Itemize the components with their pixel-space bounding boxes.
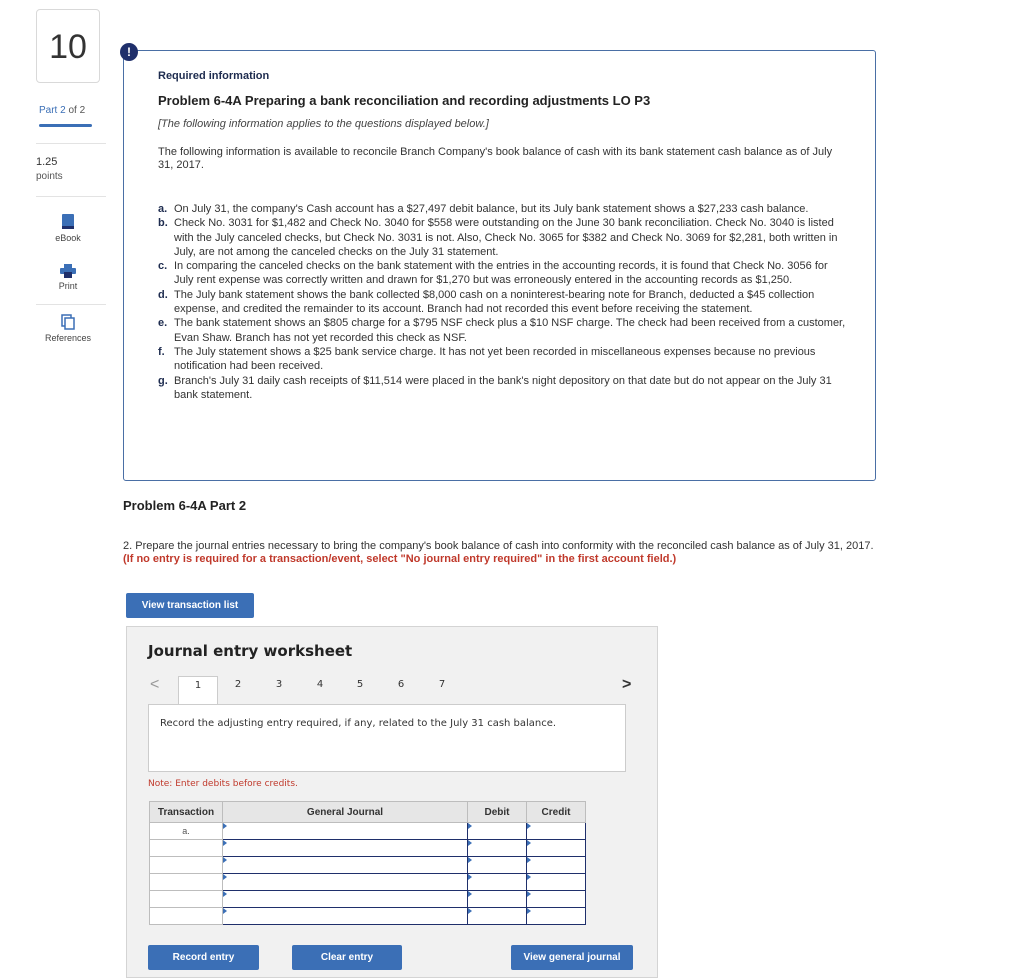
credit-input[interactable]: [527, 874, 586, 891]
item-label: f.: [158, 345, 165, 358]
credit-input[interactable]: [527, 891, 586, 908]
print-button[interactable]: [36, 264, 100, 291]
table-row: [150, 840, 586, 857]
prev-arrow-icon[interactable]: <: [150, 676, 160, 693]
item-label: b.: [158, 217, 168, 230]
print-icon: [60, 264, 76, 278]
next-arrow-icon[interactable]: >: [622, 676, 632, 693]
tab-4[interactable]: 4: [316, 679, 324, 690]
credit-input[interactable]: [527, 857, 586, 874]
list-item: [158, 259, 848, 288]
transaction-cell: [150, 840, 223, 857]
instruction-warning: (If no entry is required for a transaction/event, select "No journal entry required" in the first account field.): [123, 553, 677, 565]
item-label: d.: [158, 288, 168, 301]
debit-input[interactable]: [468, 840, 527, 857]
item-text: The bank statement shows an $805 charge for a $795 NSF check plus a $10 NSF charge. The check had been received from a customer, Evan Shaw. Branch has not yet recorded this check as NSF.: [174, 317, 846, 344]
ebook-button[interactable]: [36, 214, 100, 243]
worksheet-title: Journal entry worksheet: [148, 642, 353, 660]
item-text: Branch's July 31 daily cash receipts of $11,514 were placed in the bank's night depository on that date but do not appear on the July 31 bank statement.: [174, 374, 832, 401]
item-label: g.: [158, 374, 168, 387]
debit-credit-note: Note: Enter debits before credits.: [148, 779, 298, 789]
part-label: Part: [39, 105, 58, 116]
divider: [36, 196, 106, 197]
tab-5[interactable]: 5: [356, 679, 364, 690]
list-item: [158, 216, 848, 259]
divider: [36, 143, 106, 144]
list-item: [158, 345, 848, 374]
problem-title: Problem 6-4A Preparing a bank reconciliation and recording adjustments LO P3: [158, 93, 651, 108]
table-row: [150, 857, 586, 874]
item-text: The July bank statement shows the bank collected $8,000 cash on a noninterest-bearing note for Branch, deducted a $45 collection expense, and credited the remainder to its account. Branch had not recorded this event before receiving the statement.: [174, 288, 815, 316]
view-transaction-list-button[interactable]: View transaction list: [126, 593, 254, 618]
item-label: c.: [158, 260, 168, 273]
item-text: The July statement shows a $25 bank service charge. It has not yet been recorded in miscellaneous expenses because no previous notification had been received.: [174, 345, 816, 373]
item-text: Check No. 3031 for $1,482 and Check No. 3040 for $558 were outstanding on the June 30 bank reconciliation. Check No. 3040 is listed with the July canceled checks, but Check No. 3031 is not. Also, Check No. 3065 for $382 and Check No. 3069 for $2,281, both written in July, are not among the canceled checks on the July 31 statement.: [174, 217, 838, 258]
debit-input[interactable]: [468, 874, 527, 891]
prompt-box: [148, 704, 626, 772]
applies-note: [The following information applies to the questions displayed below.]: [158, 118, 489, 130]
instruction-text: 2. Prepare the journal entries necessary to bring the company's book balance of cash into conformity with the reconciled cash balance as of July 31, 2017.: [123, 540, 874, 552]
column-header-transaction: Transaction: [150, 802, 223, 823]
tab-3[interactable]: 3: [275, 679, 283, 690]
references-button[interactable]: [36, 314, 100, 343]
part2-title: Problem 6-4A Part 2: [123, 498, 247, 513]
transaction-cell: [150, 874, 223, 891]
part-of: of 2: [68, 105, 86, 116]
list-item: [158, 374, 848, 403]
account-input[interactable]: [223, 823, 468, 840]
required-info-title: Required information: [158, 70, 270, 82]
debit-input[interactable]: [468, 891, 527, 908]
table-row: [150, 891, 586, 908]
account-input[interactable]: [223, 891, 468, 908]
info-items-list: [158, 202, 848, 402]
part-current: 2: [60, 105, 66, 116]
table-row: [150, 823, 586, 840]
list-item: [158, 202, 848, 216]
table-row: [150, 874, 586, 891]
account-input[interactable]: [223, 857, 468, 874]
tab-7[interactable]: 7: [438, 679, 446, 690]
record-entry-button[interactable]: Record entry: [148, 945, 259, 970]
credit-input[interactable]: [527, 908, 586, 925]
clear-entry-button[interactable]: Clear entry: [292, 945, 402, 970]
column-header-credit: Credit: [527, 802, 586, 823]
credit-input[interactable]: [527, 840, 586, 857]
transaction-cell: [150, 857, 223, 874]
item-text: On July 31, the company's Cash account has a $27,497 debit balance, but its July bank statement shows a $27,233 cash balance.: [174, 203, 809, 215]
points-label: points: [36, 171, 63, 182]
part2-instruction: [123, 540, 883, 566]
tab-2[interactable]: 2: [234, 679, 242, 690]
item-label: e.: [158, 317, 168, 330]
credit-input[interactable]: [527, 823, 586, 840]
references-icon: [61, 314, 75, 330]
tab-1[interactable]: 1: [178, 676, 218, 706]
view-general-journal-button[interactable]: View general journal: [511, 945, 633, 970]
account-input[interactable]: [223, 840, 468, 857]
part-indicator: [39, 105, 85, 116]
transaction-cell: a.: [150, 823, 223, 840]
column-header-debit: Debit: [468, 802, 527, 823]
divider: [36, 304, 106, 305]
debit-input[interactable]: [468, 823, 527, 840]
list-item: [158, 288, 848, 317]
list-item: [158, 316, 848, 345]
part-progress-bar: [39, 124, 92, 127]
account-input[interactable]: [223, 874, 468, 891]
references-label: References: [44, 333, 92, 343]
item-label: a.: [158, 203, 168, 215]
transaction-cell: [150, 908, 223, 925]
debit-input[interactable]: [468, 908, 527, 925]
print-label: Print: [58, 281, 78, 291]
transaction-cell: [150, 891, 223, 908]
alert-icon: !: [120, 43, 138, 61]
ebook-label: eBook: [55, 233, 81, 243]
journal-table: [149, 801, 586, 925]
table-row: [150, 908, 586, 925]
question-number: 10: [36, 9, 100, 83]
book-icon: [61, 214, 75, 230]
points-value: 1.25: [36, 156, 58, 168]
item-text: In comparing the canceled checks on the bank statement with the entries in the accounting records, it is found that Check No. 3056 for July rent expense was correctly written and drawn for $1,270 but was erroneously entered in the accounting records as $1,250.: [174, 260, 828, 287]
tab-6[interactable]: 6: [397, 679, 405, 690]
intro-text: The following information is available to reconcile Branch Company's book balance of cash with its bank statement cash balance as of July 31, 2017.: [158, 146, 833, 171]
debit-input[interactable]: [468, 857, 527, 874]
account-input[interactable]: [223, 908, 468, 925]
column-header-general-journal: General Journal: [223, 802, 468, 823]
prompt-text: Record the adjusting entry required, if any, related to the July 31 cash balance.: [160, 718, 557, 729]
